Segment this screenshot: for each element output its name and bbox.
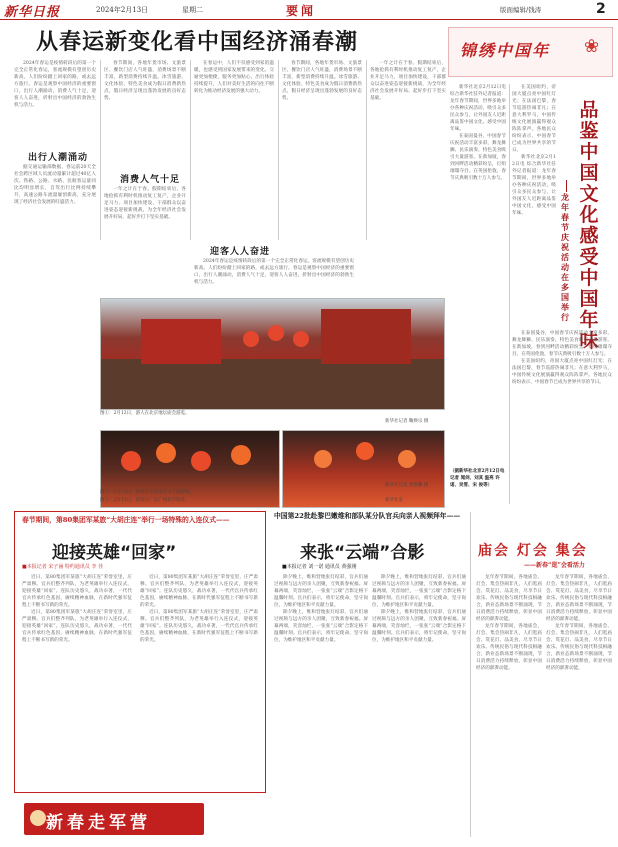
festival-banner-title: 锦绣中国年 xyxy=(460,41,551,60)
lead-text-col-2: 春节期间，各地年货市场、文旅景区、餐饮门店人气旺盛，消费场景不断丰富，新型消费持续升温。冰雪旅游、文化体验、特色美食成为假日消费新热点，假日经济呈现出蓬勃发展的良好态势。 xyxy=(104,61,186,101)
series-banner-title: 新春走军营 xyxy=(46,813,151,833)
feature-box-title: 迎接英雄“回家” xyxy=(52,543,177,563)
column-divider xyxy=(366,60,367,240)
section-title: 要闻 xyxy=(286,4,317,18)
photo-2-caption: 图②：2月12日，游客在江苏南京夫子庙游览。 xyxy=(100,490,195,495)
mid-article-kicker: 中国第22批赴黎巴嫩维和部队某分队官兵向亲人视频拜年—— xyxy=(274,512,461,520)
photo-temple-fair xyxy=(100,298,445,410)
feature-box-text-col-1: 近日，第80集团军某旅“大胡庄连”荣誉室里，庄严肃穆。官兵们整齐列队，为老英雄举行入连仪式，迎接英雄“回家”。连队历史悠久，战功卓著，一代代官兵传承红色基因，赓续精神血脉，在新时代强军征程上不断书写新的荣光。 近日，第80集团军某旅“大胡庄连”荣誉室里，庄严肃穆。官兵们整齐列队，为老英雄举行入连仪式，迎接英雄“回家”。连队历史悠久，战功卓著，一代代官兵传承红色基因，赓续精神血脉，在新时代强军征程上不断书写新的荣光。 xyxy=(22,575,132,643)
photo-1-credit: 新华社记者 鞠焕宗 摄 xyxy=(385,419,429,424)
right-article-text-col-2: 龙年春节期间，各地庙会、灯会、集会热闹非凡，人们逛庙会、赏花灯、品美食，尽享节日欢乐。传统民俗与现代科技相融合，新业态新场景不断涌现，节日消费活力持续释放，彰显中国经济的澎湃动能。 龙年春节期间，各地庙会、灯会、集会热闹非凡，人们逛庙会、赏花灯、品美食，尽享节日欢乐。传统民俗与现代科技相融合，新业态新场景不断涌现，节日消费活力持续释放，彰显中国经济的澎湃动能。 xyxy=(546,575,612,671)
lead-text-col-1: 2024年春运是疫情转段后的第一个完全正常化春运，客流规模有望创历史新高。人们纷纷踏上回家的路，或去远方旅行。春运是观察中国经济的重要窗口，出行人潮涌动，消费人气十足，迎客人人奋进，折射出中国经济的勃勃生机与活力。 xyxy=(14,61,96,108)
lead-subhead-3: 迎客人人奋进 xyxy=(210,247,271,257)
issue-weekday: 星期二 xyxy=(182,6,203,14)
lead-headline: 从春运新变化看中国经济涌春潮 xyxy=(36,30,359,55)
chinese-knot-icon xyxy=(30,810,46,826)
photo-3-caption: 图③：2月11日，游客在广东广州花市购花。 xyxy=(100,498,190,503)
lead-text-col-5: 一年之计在于春。假期结束后，各地抢抓有利时机推动复工复产，企业开足马力，项目加快建设，干部群众以奋进姿态迎接新挑战，为全年经济社会发展开好局、起好步打下坚实基础。 xyxy=(370,61,446,101)
mid-article-byline: ■本报记者 刘一诺 通讯员 黄强刚 xyxy=(282,564,357,570)
photo-1-caption: 图①：2月12日，游人在北京地坛庙会游览。 xyxy=(100,411,190,416)
feature-box-text-col-2: 近日，第80集团军某旅“大胡庄连”荣誉室里，庄严肃穆。官兵们整齐列队，为老英雄举行入连仪式，迎接英雄“回家”。连队历史悠久，战功卓著，一代代官兵传承红色基因，赓续精神血脉，在新时代强军征程上不断书写新的荣光。 近日，第80集团军某旅“大胡庄连”荣誉室里，庄严肃穆。官兵们整齐列队，为老英雄举行入连仪式，迎接英雄“回家”。连队历史悠久，战功卓著，一代代官兵传承红色基因，赓续精神血脉，在新时代强军征程上不断书写新的荣光。 xyxy=(140,575,258,643)
mid-article-text-col-2: 除夕晚上，维和营地张灯结彩，官兵们通过视频与远方的亲人团聚，互致新春祝福。屏幕两端，笑容灿烂，一张张“云端”合影定格下温馨时刻。官兵们表示，将牢记使命，坚守岗位，为维护地区和平贡献力量。 除夕晚上，维和营地张灯结彩，官兵们通过视频与远方的亲人团聚，互致新春祝福。屏幕两端，笑容灿烂，一张张“云端”合影定格下温馨时刻。官兵们表示，将牢记使命，坚守岗位，为维护地区和平贡献力量。 xyxy=(372,575,466,643)
column-divider xyxy=(509,84,510,504)
mid-article-title: 来张“云端”合影 xyxy=(300,543,425,563)
lead-subhead-2: 消费人气十足 xyxy=(120,175,181,185)
photo-2-credit: 新华社记者 季春鹏 摄 xyxy=(385,483,429,488)
lead-text-col-6: 2024年春运是疫情转段后的第一个完全正常化春运，客流规模有望创历史新高。人们纷纷踏上回家的路，或去远方旅行。春运是观察中国经济的重要窗口，出行人潮涌动，消费人气十足，迎客人人奋进，折射出中国经济的勃勃生机与活力。 xyxy=(194,259,354,285)
page-number: 2 xyxy=(596,1,606,17)
column-divider xyxy=(100,60,101,240)
temple-fair-illustration xyxy=(101,299,445,410)
flower-icon: ❀ xyxy=(584,36,600,57)
feature-box-kicker: 春节期间，第80集团军某旅“大胡庄连”举行一场特殊的入连仪式—— xyxy=(22,516,230,524)
column-divider xyxy=(470,512,471,837)
newspaper-logo: 新华日报 xyxy=(4,5,61,20)
right-article-title: 庙会 灯会 集会 xyxy=(478,543,588,559)
lead-subhead-1: 出行人潮涌动 xyxy=(28,153,89,163)
photo-3-credit: 新华社发 xyxy=(385,498,403,503)
lead-text-col-3: 在春运中，人们不仅感受到家的温暖，也感受到国家发展带来的变化。交通更加便捷，服务更加贴心，出行体验持续提升，人们对美好生活的向往不断转化为推动经济发展的强大动力。 xyxy=(194,61,274,94)
lead-text-col-2b: 一年之计在于春。假期结束后，各地抢抓有利时机推动复工复产，企业开足马力，项目加快建设，干部群众以奋进姿态迎接新挑战，为全年经济社会发展开好局、起好步打下坚实基础。 xyxy=(104,187,186,220)
lead-text-col-1b: 据交通运输部数据，春运前20天全社会跨区域人员流动量累计超过40亿人次。铁路、公路、水路、民航客运量同比均明显增长，自驾出行比例持续攀升，高速公路车流量屡创新高，充分展现了经济社会发展的旺盛活力。 xyxy=(14,165,96,205)
festival-text-col-2: 在美国纽约，帝国大厦点亮中国红灯光；在法国巴黎，春节巡游热闹非凡；在意大利罗马，中国传统文化展演赢得观众阵阵掌声。各地民众纷纷表示，中国春节已成为世界共享的节日。 新华社北京2月12日电 综合新华社驻外记者报道：龙年春节期间，世界多地举办各种庆祝活动，吸引众多民众参与，让外国友人近距离品鉴中国文化、感受中国年味。 xyxy=(512,85,556,216)
issue-date: 2024年2月13日 xyxy=(96,6,149,14)
lead-text-col-4: 春节期间，各地年货市场、文旅景区、餐饮门店人气旺盛，消费场景不断丰富，新型消费持续升温。冰雪旅游、文化体验、特色美食成为假日消费新热点，假日经济呈现出蓬勃发展的良好态势。 xyxy=(282,61,362,101)
festival-vertical-subhead: 龙年春节庆祝活动在多国举行 xyxy=(561,192,569,322)
column-divider xyxy=(278,60,279,240)
festival-text-col-3: 在泰国曼谷，中国春节庆祝活动丰富多彩，舞龙舞狮、民乐演奏、特色美食吸引大量游客。在新加坡，春到河畔活动精彩纷呈，灯组璀璨夺目。在英国伦敦，春节庆典吸引数十万人参与。 在美国纽约，帝国大厦点亮中国红灯光；在法国巴黎，春节巡游热闹非凡；在意大利罗马，中国传统文化展演赢得观众阵阵掌声。各地民众纷纷表示，中国春节已成为世界共享的节日。 xyxy=(512,331,612,385)
right-article-subtitle: ——新春“逛”会看活力 xyxy=(524,562,585,569)
festival-credit: （据新华社北京2月12日电 记者 闻剑、刘其 温亮 许 诺、吴雪、宋 俊等） xyxy=(450,469,505,488)
vertical-separator xyxy=(566,180,567,192)
page-editor: 版面编辑/钱涛 xyxy=(500,6,542,14)
festival-text-col-1: 新华社北京2月12日电 综合新华社驻外记者报道：龙年春节期间，世界多地举办各种庆祝活动，吸引众多民众参与，让外国友人近距离品鉴中国文化、感受中国年味。 在泰国曼谷，中国春节庆祝活动丰富多彩，舞龙舞狮、民乐演奏、特色美食吸引大量游客。在新加坡，春到河畔活动精彩纷呈，灯组璀璨夺目。在英国伦敦，春节庆典吸引数十万人参与。 xyxy=(450,85,506,181)
feature-box-byline: ■本报记者 宋子涵 特约通讯员 李 佳 xyxy=(22,564,104,570)
festival-vertical-headline: 品鉴中国文化 感受中国年味 xyxy=(579,99,599,352)
right-article-text-col-1: 龙年春节期间，各地庙会、灯会、集会热闹非凡，人们逛庙会、赏花灯、品美食，尽享节日欢乐。传统民俗与现代科技相融合，新业态新场景不断涌现，节日消费活力持续释放，彰显中国经济的澎湃动能。 龙年春节期间，各地庙会、灯会、集会热闹非凡，人们逛庙会、赏花灯、品美食，尽享节日欢乐。传统民俗与现代科技相融合，新业态新场景不断涌现，节日消费活力持续释放，彰显中国经济的澎湃动能。 xyxy=(476,575,542,671)
mid-article-text-col-1: 除夕晚上，维和营地张灯结彩，官兵们通过视频与远方的亲人团聚，互致新春祝福。屏幕两端，笑容灿烂，一张张“云端”合影定格下温馨时刻。官兵们表示，将牢记使命，坚守岗位，为维护地区和平贡献力量。 除夕晚上，维和营地张灯结彩，官兵们通过视频与远方的亲人团聚，互致新春祝福。屏幕两端，笑容灿烂，一张张“云端”合影定格下温馨时刻。官兵们表示，将牢记使命，坚守岗位，为维护地区和平贡献力量。 xyxy=(274,575,368,643)
column-divider xyxy=(190,60,191,240)
